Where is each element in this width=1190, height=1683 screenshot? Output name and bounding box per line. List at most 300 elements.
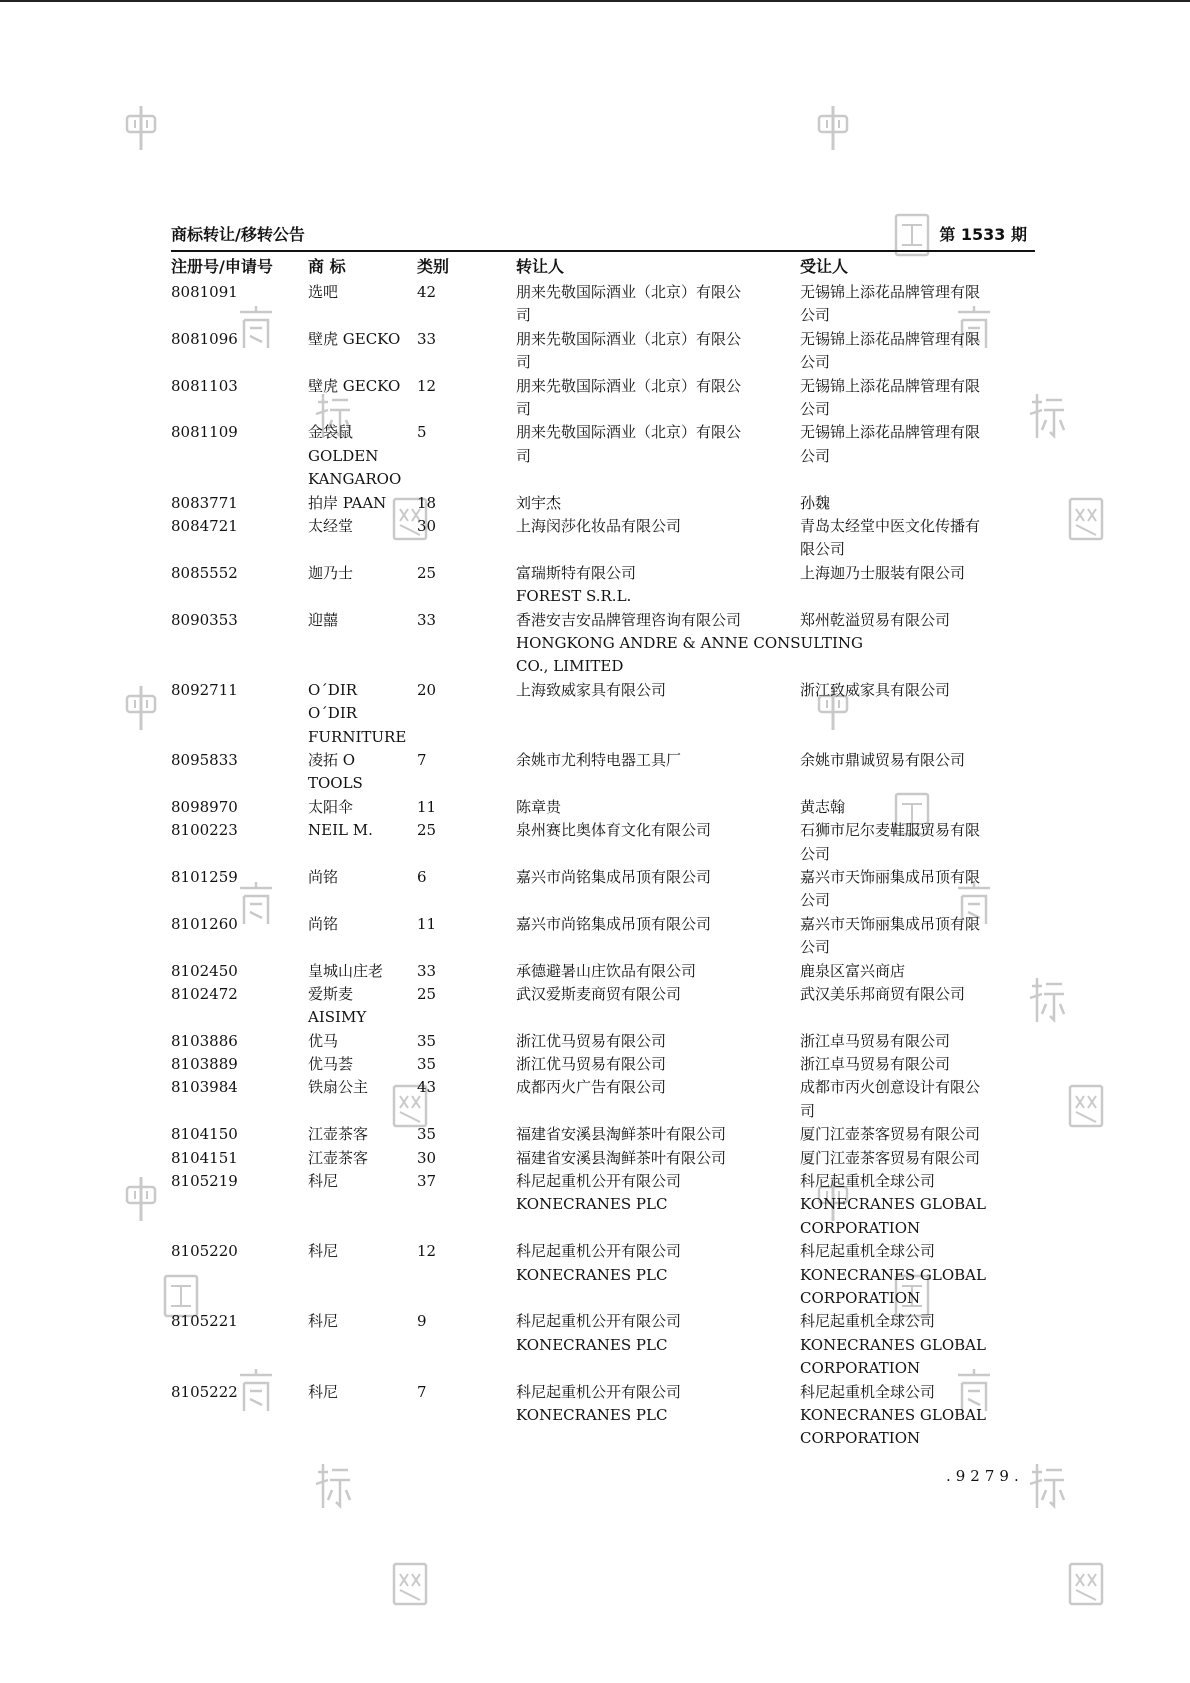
cell-class-line: 12 <box>417 1242 437 1261</box>
cell-reg-number-line: 8081103 <box>171 376 238 395</box>
cell-trademark <box>308 328 412 351</box>
cell-assignor <box>516 375 796 422</box>
cell-class-line: 18 <box>417 493 437 512</box>
cell-trademark <box>308 1240 412 1263</box>
cell-reg-number <box>171 819 301 842</box>
table-row <box>171 1076 1035 1123</box>
cell-class-line: 30 <box>417 516 437 535</box>
cell-assignor-line: KONECRANES PLC <box>516 1335 668 1354</box>
cell-class-line: 43 <box>417 1078 437 1097</box>
cell-assignor <box>516 609 863 679</box>
cell-assignee <box>800 515 1030 562</box>
cell-assignor-line: 刘宇杰 <box>516 493 562 512</box>
cell-reg-number <box>171 421 301 444</box>
cell-assignor <box>516 492 796 515</box>
cell-assignor <box>516 562 796 609</box>
table-row <box>171 1310 1035 1380</box>
cell-class-line: 7 <box>417 750 427 769</box>
cell-trademark <box>308 492 412 515</box>
cell-reg-number-line: 8081109 <box>171 423 238 442</box>
issue-number: 第 1533 期 <box>939 225 1027 244</box>
cell-assignee-line: 孙魏 <box>800 493 831 512</box>
cell-class-line: 33 <box>417 610 437 629</box>
cell-reg-number <box>171 679 301 702</box>
cell-trademark <box>308 983 412 1030</box>
table-row <box>171 913 1035 960</box>
cell-reg-number <box>171 866 301 889</box>
cell-class-line: 35 <box>417 1055 437 1074</box>
cell-assignee-line: 司 <box>800 1101 816 1120</box>
cell-class-line: 33 <box>417 961 437 980</box>
cell-assignor <box>516 749 796 772</box>
cell-assignor <box>516 281 796 328</box>
cell-assignee-line: 无锡锦上添花品牌管理有限 <box>800 376 981 395</box>
cell-reg-number-line: 8100223 <box>171 821 238 840</box>
cell-reg-number <box>171 1030 301 1053</box>
cell-class <box>417 749 507 772</box>
column-header-assignee: 受让人 <box>800 257 849 276</box>
cell-assignee <box>800 1123 1030 1146</box>
cell-assignee-line: 科尼起重机全球公司 <box>800 1312 936 1331</box>
cell-trademark <box>308 281 412 304</box>
zhong-char-icon <box>121 684 161 732</box>
cell-assignee-line: CORPORATION <box>800 1218 921 1237</box>
cell-assignee <box>800 796 1030 819</box>
cell-assignee-line: CORPORATION <box>800 1289 921 1308</box>
wang-char-icon <box>390 1560 430 1608</box>
table-row <box>171 515 1035 562</box>
cell-trademark-line: 科尼 <box>308 1172 339 1191</box>
cell-trademark <box>308 1076 412 1099</box>
cell-assignee-line: 公司 <box>800 891 831 910</box>
cell-assignor-line: KONECRANES PLC <box>516 1195 668 1214</box>
cell-assignor-line: 余姚市尤利特电器工具厂 <box>516 750 682 769</box>
cell-assignee-line: CORPORATION <box>800 1429 921 1448</box>
cell-assignor <box>516 1123 796 1146</box>
cell-assignee <box>800 1170 1030 1240</box>
cell-assignee <box>800 562 1030 585</box>
cell-assignee-line: 公司 <box>800 938 831 957</box>
cell-assignee-line: 黄志翰 <box>800 797 846 816</box>
cell-assignee <box>800 421 1030 468</box>
cell-trademark-line: 科尼 <box>308 1242 339 1261</box>
cell-assignee <box>800 983 1030 1006</box>
table-row <box>171 375 1035 422</box>
cell-assignee-line: 公司 <box>800 844 831 863</box>
column-header-class: 类别 <box>417 257 450 276</box>
table-row <box>171 328 1035 375</box>
cell-assignor-line: KONECRANES PLC <box>516 1265 668 1284</box>
cell-class <box>417 960 507 983</box>
cell-class <box>417 913 507 936</box>
cell-assignee-line: 公司 <box>800 446 831 465</box>
cell-assignor <box>516 1053 796 1076</box>
cell-assignor-line: KONECRANES PLC <box>516 1406 668 1425</box>
cell-assignor-line: 福建省安溪县淘鲜茶叶有限公司 <box>516 1148 727 1167</box>
cell-assignor <box>516 1240 796 1287</box>
zhong-char-icon <box>121 104 161 152</box>
biao-char-icon <box>1026 1462 1066 1510</box>
wang-char-icon <box>1066 1560 1106 1608</box>
biao-char-icon <box>312 1462 352 1510</box>
table-row <box>171 749 1035 796</box>
cell-assignor-line: 上海致威家具有限公司 <box>516 680 667 699</box>
cell-trademark <box>308 1123 412 1146</box>
cell-assignee-line: 嘉兴市天饰丽集成吊顶有限 <box>800 914 981 933</box>
cell-assignee-line: 厦门江壶茶客贸易有限公司 <box>800 1148 981 1167</box>
cell-reg-number-line: 8083771 <box>171 493 238 512</box>
cell-assignor-line: 福建省安溪县淘鲜茶叶有限公司 <box>516 1125 727 1144</box>
cell-reg-number <box>171 1053 301 1076</box>
cell-class <box>417 609 507 632</box>
cell-assignee <box>800 1076 1030 1123</box>
zhong-char-icon <box>813 104 853 152</box>
cell-reg-number-line: 8105221 <box>171 1312 238 1331</box>
cell-trademark-line: 太阳伞 <box>308 797 354 816</box>
cell-reg-number-line: 8105219 <box>171 1172 238 1191</box>
cell-assignor-line: 司 <box>516 446 532 465</box>
table-row <box>171 679 1035 749</box>
cell-assignee-line: CORPORATION <box>800 1359 921 1378</box>
cell-assignee-line: 鹿泉区富兴商店 <box>800 961 906 980</box>
cell-trademark <box>308 749 412 796</box>
cell-trademark <box>308 375 412 398</box>
cell-class <box>417 1123 507 1146</box>
cell-assignor-line: 武汉爱斯麦商贸有限公司 <box>516 984 682 1003</box>
wang-char-icon <box>1066 495 1106 543</box>
cell-reg-number <box>171 1240 301 1263</box>
cell-trademark <box>308 960 412 983</box>
cell-assignee <box>800 1030 1030 1053</box>
cell-assignor <box>516 679 796 702</box>
cell-trademark-line: 金袋鼠 <box>308 423 354 442</box>
cell-assignor-line: 承德避暑山庄饮品有限公司 <box>516 961 697 980</box>
table-row <box>171 866 1035 913</box>
cell-assignor-line: 朋来先敬国际酒业（北京）有限公 <box>516 423 742 442</box>
cell-assignee-line: 公司 <box>800 306 831 325</box>
cell-trademark-line: 爱斯麦 <box>308 984 354 1003</box>
cell-assignor-line: 嘉兴市尚铭集成吊顶有限公司 <box>516 914 712 933</box>
cell-trademark <box>308 1170 412 1193</box>
cell-reg-number <box>171 375 301 398</box>
cell-trademark <box>308 1030 412 1053</box>
cell-reg-number <box>171 1170 301 1193</box>
cell-reg-number <box>171 1123 301 1146</box>
cell-assignor <box>516 1310 796 1357</box>
cell-reg-number <box>171 492 301 515</box>
cell-class-line: 11 <box>417 914 437 933</box>
cell-assignor <box>516 328 796 375</box>
page-title: 商标转让/移转公告 <box>171 225 305 244</box>
cell-assignee-line: 武汉美乐邦商贸有限公司 <box>800 984 966 1003</box>
cell-reg-number-line: 8081091 <box>171 283 238 301</box>
cell-reg-number <box>171 960 301 983</box>
cell-assignee <box>800 375 1030 422</box>
cell-assignee <box>800 281 1030 328</box>
cell-reg-number-line: 8104150 <box>171 1125 238 1144</box>
cell-assignor-line: 朋来先敬国际酒业（北京）有限公 <box>516 376 742 395</box>
cell-class-line: 35 <box>417 1125 437 1144</box>
cell-class <box>417 1076 507 1099</box>
cell-class-line: 25 <box>417 984 437 1003</box>
cell-assignee-line: 无锡锦上添花品牌管理有限 <box>800 329 981 348</box>
cell-trademark-line: 尚铭 <box>308 867 339 886</box>
table-row <box>171 1147 1035 1170</box>
cell-assignee-line: 上海迦乃士服装有限公司 <box>800 563 966 582</box>
cell-reg-number <box>171 983 301 1006</box>
cell-trademark-line: 壁虎 GECKO <box>308 329 401 348</box>
cell-assignee-line: 嘉兴市天饰丽集成吊顶有限 <box>800 867 981 886</box>
cell-class <box>417 1310 507 1333</box>
cell-trademark <box>308 515 412 538</box>
cell-reg-number <box>171 562 301 585</box>
cell-assignor-line: 泉州赛比奥体育文化有限公司 <box>516 821 712 840</box>
cell-assignee <box>800 328 1030 375</box>
cell-class <box>417 1170 507 1193</box>
cell-reg-number-line: 8103886 <box>171 1031 238 1050</box>
cell-reg-number-line: 8095833 <box>171 750 238 769</box>
cell-assignor <box>516 1170 796 1217</box>
cell-class-line: 5 <box>417 423 427 442</box>
cell-assignee-line: 无锡锦上添花品牌管理有限 <box>800 423 981 442</box>
cell-assignor-line: HONGKONG ANDRE & ANNE CONSULTING <box>516 633 863 652</box>
table-row <box>171 1240 1035 1310</box>
zhong-char-icon <box>121 1175 161 1223</box>
cell-reg-number-line: 8084721 <box>171 516 238 535</box>
cell-trademark-line: 江壶茶客 <box>308 1125 369 1144</box>
cell-trademark-line: 太经堂 <box>308 516 354 535</box>
cell-assignee <box>800 609 1030 632</box>
cell-assignor-line: 朋来先敬国际酒业（北京）有限公 <box>516 283 742 301</box>
table-row <box>171 1381 1035 1451</box>
cell-class <box>417 796 507 819</box>
cell-trademark <box>308 913 412 936</box>
cell-trademark-line: AISIMY <box>308 1008 367 1027</box>
cell-assignor-line: 陈章贵 <box>516 797 562 816</box>
cell-assignee <box>800 866 1030 913</box>
cell-assignee-line: 青岛太经堂中医文化传播有 <box>800 516 981 535</box>
cell-trademark <box>308 1147 412 1170</box>
cell-assignor-line: 香港安吉安品牌管理咨询有限公司 <box>516 610 742 629</box>
cell-trademark-line: 壁虎 GECKO <box>308 376 401 395</box>
cell-class <box>417 281 507 304</box>
cell-assignee <box>800 1310 1030 1380</box>
table-row <box>171 1053 1035 1076</box>
cell-assignor-line: FOREST S.R.L. <box>516 587 632 606</box>
cell-assignee <box>800 913 1030 960</box>
cell-class-line: 20 <box>417 680 437 699</box>
cell-assignee <box>800 749 1030 772</box>
cell-reg-number-line: 8103984 <box>171 1078 238 1097</box>
cell-trademark-line: TOOLS <box>308 774 363 793</box>
cell-assignee-line: 无锡锦上添花品牌管理有限 <box>800 283 981 301</box>
cell-reg-number <box>171 609 301 632</box>
cell-assignee <box>800 1381 1030 1451</box>
table-row <box>171 492 1035 515</box>
table-row <box>171 983 1035 1030</box>
wang-char-icon <box>1066 1082 1106 1130</box>
cell-trademark-line: 选吧 <box>308 283 339 301</box>
cell-assignee-line: 厦门江壶茶客贸易有限公司 <box>800 1125 981 1144</box>
cell-trademark <box>308 866 412 889</box>
cell-assignor-line: 司 <box>516 306 532 325</box>
table-row <box>171 960 1035 983</box>
cell-assignor <box>516 421 796 468</box>
cell-assignor-line: CO., LIMITED <box>516 657 624 676</box>
top-border-rule <box>0 0 1190 2</box>
cell-class-line: 25 <box>417 821 437 840</box>
cell-trademark-line: NEIL M. <box>308 821 373 840</box>
cell-assignee-line: 浙江卓马贸易有限公司 <box>800 1055 951 1074</box>
cell-class <box>417 866 507 889</box>
cell-trademark <box>308 796 412 819</box>
cell-assignee-line: 科尼起重机全球公司 <box>800 1242 936 1261</box>
cell-class-line: 42 <box>417 283 437 301</box>
cell-assignee <box>800 679 1030 702</box>
cell-trademark-line: 拍岸 PAAN <box>308 493 387 512</box>
cell-class <box>417 328 507 351</box>
table-row <box>171 609 1035 679</box>
cell-trademark-line: O´DIR <box>308 704 358 723</box>
cell-assignor <box>516 1076 796 1099</box>
cell-assignor <box>516 1381 796 1428</box>
cell-trademark-line: 江壶茶客 <box>308 1148 369 1167</box>
cell-trademark <box>308 562 412 585</box>
cell-reg-number <box>171 749 301 772</box>
table-row <box>171 1123 1035 1146</box>
cell-trademark-line: 皇城山庄老 <box>308 961 384 980</box>
cell-reg-number <box>171 1310 301 1333</box>
cell-assignor <box>516 515 796 538</box>
cell-class-line: 33 <box>417 329 437 348</box>
cell-class <box>417 562 507 585</box>
table-row <box>171 1030 1035 1053</box>
cell-reg-number-line: 8101260 <box>171 914 238 933</box>
cell-assignor-line: 科尼起重机公开有限公司 <box>516 1242 682 1261</box>
cell-reg-number-line: 8103889 <box>171 1055 238 1074</box>
cell-assignor <box>516 1030 796 1053</box>
page-header <box>171 224 1035 252</box>
cell-reg-number <box>171 328 301 351</box>
cell-assignee-line: 余姚市鼎诚贸易有限公司 <box>800 750 966 769</box>
cell-assignor <box>516 796 796 819</box>
cell-reg-number-line: 8104151 <box>171 1148 238 1167</box>
cell-reg-number-line: 8102472 <box>171 984 238 1003</box>
cell-assignee-line: KONECRANES GLOBAL <box>800 1406 986 1425</box>
cell-assignee <box>800 960 1030 983</box>
cell-assignor-line: 科尼起重机公开有限公司 <box>516 1172 682 1191</box>
cell-reg-number-line: 8085552 <box>171 563 238 582</box>
table-row <box>171 1170 1035 1240</box>
cell-trademark-line: 优马荟 <box>308 1055 354 1074</box>
cell-trademark <box>308 421 412 491</box>
cell-assignee-line: 石狮市尼尔麦鞋服贸易有限 <box>800 821 981 840</box>
cell-assignor <box>516 960 796 983</box>
cell-assignee <box>800 1147 1030 1170</box>
cell-assignee-line: KONECRANES GLOBAL <box>800 1265 986 1284</box>
cell-trademark-line: 优马 <box>308 1031 339 1050</box>
cell-assignee-line: 浙江致威家具有限公司 <box>800 680 951 699</box>
cell-assignor-line: 嘉兴市尚铭集成吊顶有限公司 <box>516 867 712 886</box>
cell-trademark-line: 迦乃士 <box>308 563 354 582</box>
cell-trademark-line: 铁扇公主 <box>308 1078 369 1097</box>
cell-assignor-line: 富瑞斯特有限公司 <box>516 563 637 582</box>
cell-class-line: 30 <box>417 1148 437 1167</box>
cell-trademark <box>308 1381 412 1404</box>
cell-assignor-line: 司 <box>516 399 532 418</box>
cell-assignee-line: 公司 <box>800 399 831 418</box>
cell-assignee-line: 科尼起重机全球公司 <box>800 1382 936 1401</box>
cell-assignor <box>516 983 796 1006</box>
cell-reg-number-line: 8105222 <box>171 1382 238 1401</box>
cell-class-line: 35 <box>417 1031 437 1050</box>
cell-class <box>417 375 507 398</box>
cell-reg-number <box>171 281 301 304</box>
cell-assignor-line: 科尼起重机公开有限公司 <box>516 1312 682 1331</box>
cell-assignor <box>516 866 796 889</box>
cell-assignor-line: 朋来先敬国际酒业（北京）有限公 <box>516 329 742 348</box>
cell-class-line: 6 <box>417 867 427 886</box>
column-header-assignor: 转让人 <box>516 257 565 276</box>
cell-assignor <box>516 1147 796 1170</box>
cell-reg-number-line: 8098970 <box>171 797 238 816</box>
cell-class <box>417 1053 507 1076</box>
cell-trademark-line: FURNITURE <box>308 727 407 746</box>
cell-class <box>417 421 507 444</box>
cell-class <box>417 983 507 1006</box>
cell-assignor-line: 司 <box>516 353 532 372</box>
transfer-table <box>171 281 1035 1451</box>
cell-assignee <box>800 492 1030 515</box>
cell-trademark-line: 凌拓 O <box>308 750 356 769</box>
cell-reg-number <box>171 913 301 936</box>
cell-reg-number <box>171 1381 301 1404</box>
cell-assignee-line: 郑州乾溢贸易有限公司 <box>800 610 951 629</box>
cell-assignor-line: 上海闵莎化妆品有限公司 <box>516 516 682 535</box>
cell-assignee-line: 公司 <box>800 353 831 372</box>
cell-assignee-line: 科尼起重机全球公司 <box>800 1172 936 1191</box>
cell-trademark-line: 迎囍 <box>308 610 339 629</box>
cell-class <box>417 819 507 842</box>
cell-class <box>417 515 507 538</box>
cell-class <box>417 1381 507 1404</box>
cell-trademark <box>308 1053 412 1076</box>
cell-trademark-line: O´DIR <box>308 680 358 699</box>
cell-assignee <box>800 1053 1030 1076</box>
cell-reg-number <box>171 1147 301 1170</box>
cell-assignor-line: 科尼起重机公开有限公司 <box>516 1382 682 1401</box>
cell-class-line: 37 <box>417 1172 437 1191</box>
cell-reg-number-line: 8105220 <box>171 1242 238 1261</box>
table-header <box>171 256 1035 280</box>
cell-reg-number-line: 8102450 <box>171 961 238 980</box>
cell-reg-number <box>171 796 301 819</box>
cell-reg-number-line: 8081096 <box>171 329 238 348</box>
cell-assignor <box>516 819 796 842</box>
cell-trademark <box>308 1310 412 1333</box>
cell-class <box>417 492 507 515</box>
cell-assignee-line: KONECRANES GLOBAL <box>800 1195 986 1214</box>
cell-assignee-line: 成都市丙火创意设计有限公 <box>800 1078 981 1097</box>
cell-trademark <box>308 679 412 749</box>
cell-trademark-line: GOLDEN <box>308 446 379 465</box>
cell-class-line: 7 <box>417 1382 427 1401</box>
cell-class-line: 11 <box>417 797 437 816</box>
cell-class <box>417 679 507 702</box>
table-row <box>171 796 1035 819</box>
cell-trademark <box>308 609 412 632</box>
cell-trademark <box>308 819 412 842</box>
